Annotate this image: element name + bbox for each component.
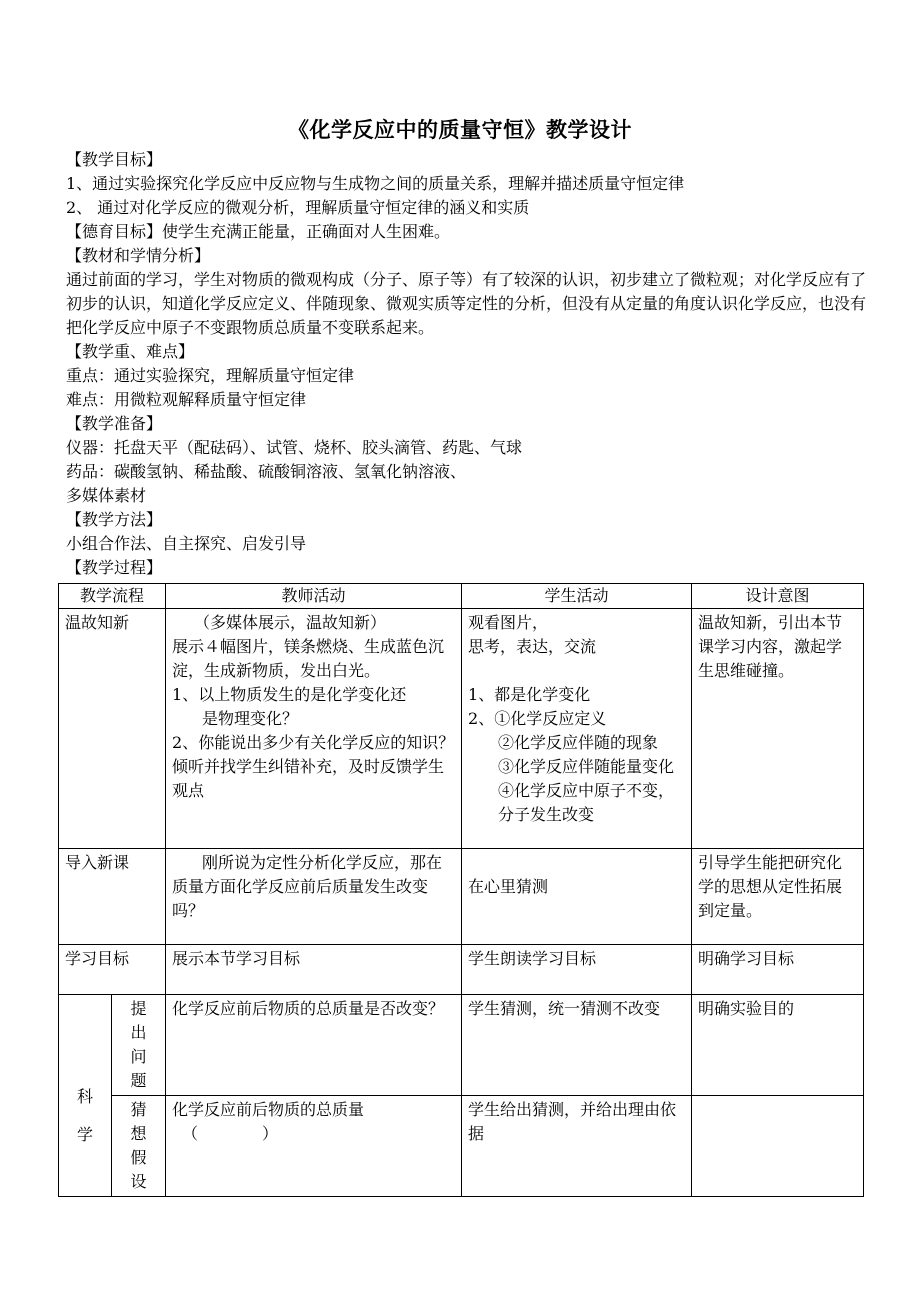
science-stage-cell [59,995,112,1197]
table-row [59,945,864,995]
substage-char: 设 [130,1172,147,1191]
heading-objectives: 【教学目标】 [66,150,163,169]
substage-char: 问 [130,1047,147,1066]
intent-cell: 明确学习目标 [692,945,864,995]
substage-char: 提 [130,999,147,1018]
student-line: ③化学反应伴随能量变化 [498,757,675,776]
objective-1: 1、通过实验探究化学反应中反应物与生成物之间的质量关系，理解并描述质量守恒定律 [66,174,685,193]
moral-objective: 【德育目标】使学生充满正能量，正确面对人生困难。 [66,222,451,241]
instruments: 仪器：托盘天平（配砝码）、试管、烧杯、胶头滴管、药匙、气球 [66,438,523,457]
multimedia-materials: 多媒体素材 [66,486,147,505]
substage-char: 出 [130,1023,147,1042]
table-header-row [59,584,864,609]
table-row [59,609,864,849]
teacher-cell [166,1096,462,1197]
substage-cell [112,995,166,1096]
teacher-line: 化学反应前后物质的总质量 [172,1100,365,1119]
student-line: 思考，表达，交流 [468,637,597,656]
header-intent: 设计意图 [692,584,864,609]
teacher-cell: 化学反应前后物质的总质量是否改变？ [166,995,462,1096]
methods: 小组合作法、自主探究、启发引导 [66,534,307,553]
student-line: 观看图片， [468,613,549,632]
science-label-2: 学 [76,1124,93,1144]
heading-process: 【教学过程】 [66,558,163,577]
teacher-line: 2、你能说出多少有关化学反应的知识？ [172,733,455,752]
analysis-paragraph: 通过前面的学习，学生对物质的微观构成（分子、原子等）有了较深的认识，初步建立了微粒观；对化学反应有了初步的认识，知道化学反应定义、伴随现象、微观实质等定性的分析，但没有从定量的角度认识化学反应，也没有把化学反应中原子不变跟物质总质量不变联系起来。 [66,270,867,337]
teacher-cell: 刚所说为定性分析化学反应，那在质量方面化学反应前后质量发生改变吗？ [166,849,462,945]
answer-blank: （ ） [182,1124,279,1143]
intent-cell: 温故知新，引出本节课学习内容，激起学生思维碰撞。 [692,609,864,849]
student-cell [462,609,692,849]
teaching-process-table [58,583,864,1197]
reagents: 药品：碳酸氢钠、稀盐酸、硫酸铜溶液、氢氧化钠溶液、 [66,462,467,481]
substage-char: 想 [130,1124,147,1143]
document-title: 《化学反应中的质量守恒》教学设计 [288,117,632,142]
table-row [59,995,864,1096]
header-stage: 教学流程 [59,584,166,609]
student-cell: 学生猜测，统一猜测不改变 [462,995,692,1096]
intent-cell [692,1096,864,1197]
heading-preparation: 【教学准备】 [66,414,163,433]
teacher-line: 1、以上物质发生的是化学变化还 [172,685,407,704]
teacher-cell: 展示本节学习目标 [166,945,462,995]
objective-2: 2、 通过对化学反应的微观分析，理解质量守恒定律的涵义和实质 [66,198,530,217]
student-cell: 在心里猜测 [462,849,692,945]
heading-key-points: 【教学重、难点】 [66,342,195,361]
spacer [468,659,685,683]
document-body [66,148,866,580]
student-line: 2、①化学反应定义 [468,709,607,728]
table-row [59,1096,864,1197]
teacher-line: 倾听并找学生纠错补充，及时反馈学生观点 [172,757,445,800]
student-cell: 学生朗读学习目标 [462,945,692,995]
header-student: 学生活动 [462,584,692,609]
teacher-cell [166,609,462,849]
teacher-line: 展示４幅图片，镁条燃烧、生成蓝色沉淀，生成新物质，发出白光。 [172,637,445,680]
heading-methods: 【教学方法】 [66,510,163,529]
heading-analysis: 【教材和学情分析】 [66,246,211,265]
table-row [59,849,864,945]
stage-cell: 学习目标 [59,945,166,995]
intent-cell: 明确实验目的 [692,995,864,1096]
substage-char: 题 [130,1071,147,1090]
header-teacher: 教师活动 [166,584,462,609]
key-point: 重点：通过实验探究，理解质量守恒定律 [66,366,355,385]
stage-cell: 导入新课 [59,849,166,945]
stage-cell: 温故知新 [59,609,166,849]
teacher-line: 是物理变化？ [202,709,299,728]
difficult-point: 难点：用微粒观解释质量守恒定律 [66,390,307,409]
student-line: 1、都是化学变化 [468,685,591,704]
substage-cell [112,1096,166,1197]
substage-char: 假 [130,1148,147,1167]
student-line: ④化学反应中原子不变，分子发生改变 [498,781,675,824]
substage-char: 猜 [130,1100,147,1119]
science-label-1: 科 [76,1086,93,1106]
spacer [65,1109,105,1123]
teacher-line: （多媒体展示，温故知新） [194,613,387,632]
student-line: ②化学反应伴随的现象 [498,733,659,752]
intent-cell: 引导学生能把研究化学的思想从定性拓展到定量。 [692,849,864,945]
student-cell: 学生给出猜测，并给出理由依据 [462,1096,692,1197]
